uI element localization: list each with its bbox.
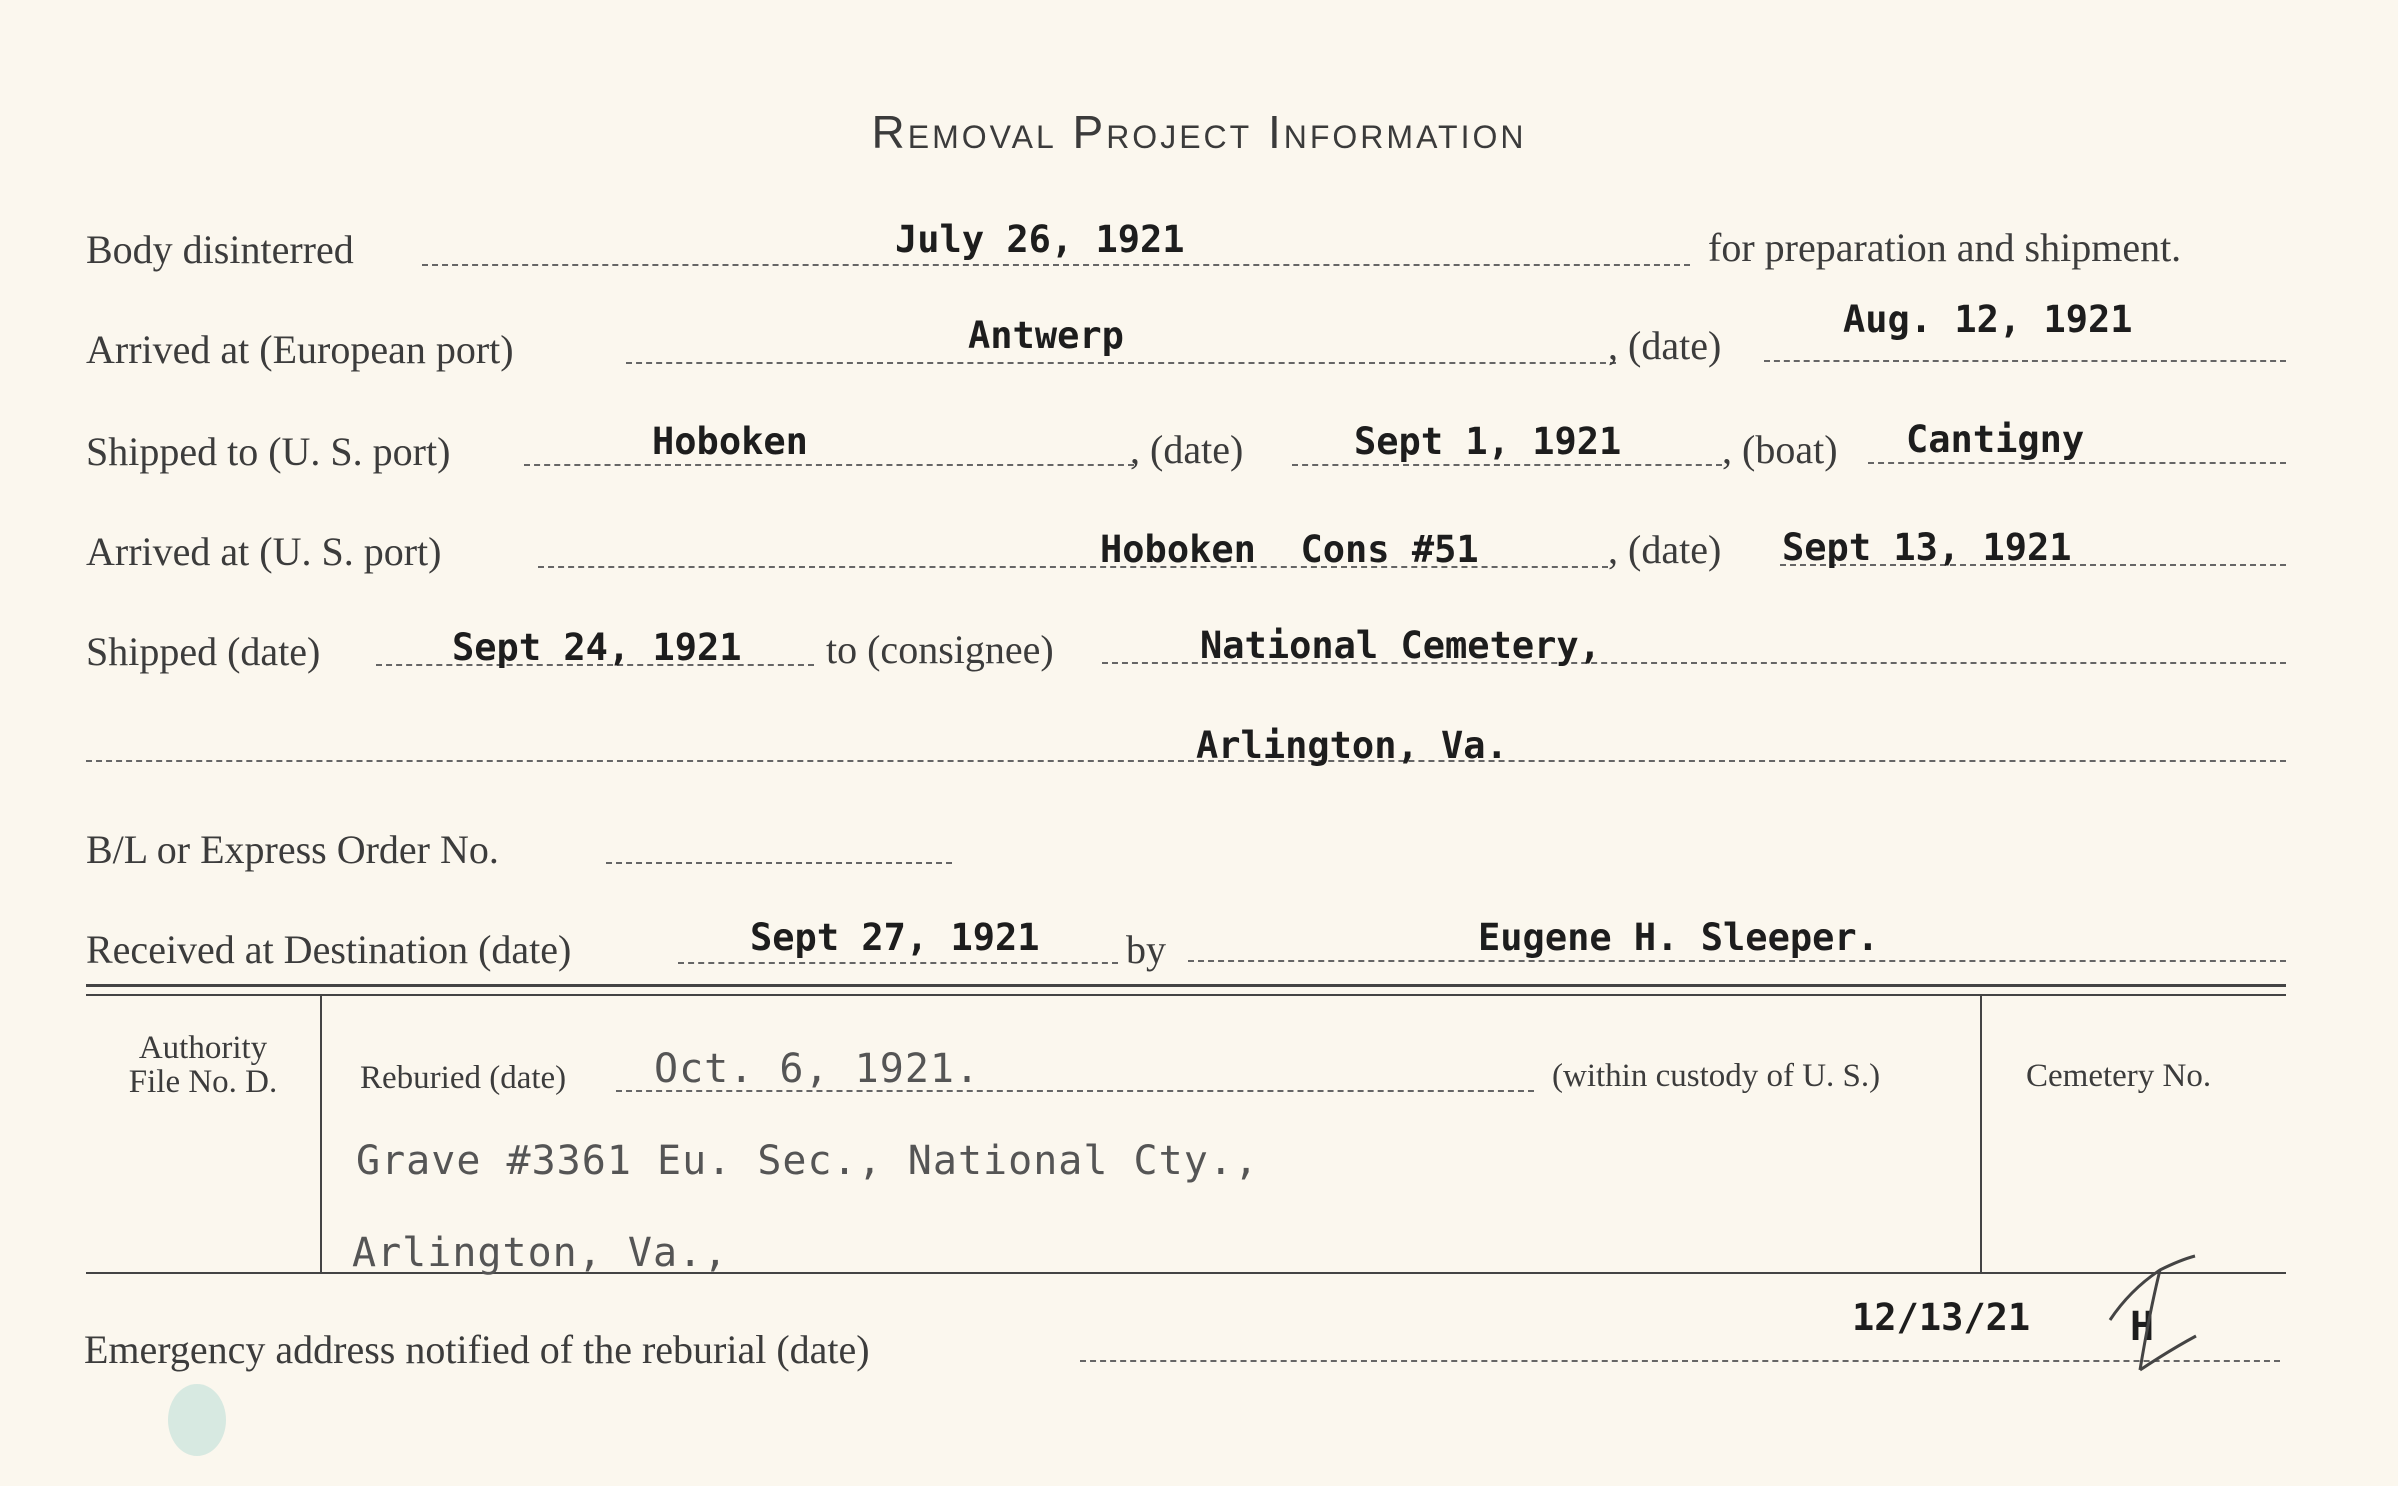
shipped-us-value: Hoboken — [652, 420, 808, 463]
european-port-date: Aug. 12, 1921 — [1843, 298, 2133, 341]
section-rule-top — [86, 984, 2286, 987]
shipped-us-label: Shipped to (U. S. port) — [86, 429, 451, 474]
disinterred-line — [422, 264, 1690, 266]
european-port-date-line — [1764, 360, 2286, 362]
shipped-us-boat-label: , (boat) — [1722, 427, 1838, 472]
cemetery-no-label: Cemetery No. — [2026, 1058, 2212, 1094]
ink-smudge — [168, 1384, 226, 1456]
european-port-date-label: , (date) — [1608, 323, 1722, 368]
consignee-line-2 — [86, 760, 2286, 762]
left-column-divider — [320, 996, 322, 1274]
grave-line-1: Grave #3361 Eu. Sec., National Cty., — [356, 1138, 1259, 1184]
file-no-label: File No. D. — [128, 1064, 278, 1100]
received-date-line — [678, 962, 1118, 964]
custody-label: (within custody of U. S.) — [1552, 1058, 1881, 1094]
consignee-value: National Cemetery, — [1200, 624, 1601, 667]
disinterred-value: July 26, 1921 — [895, 218, 1185, 261]
right-column-divider — [1980, 996, 1982, 1272]
arrived-us-date: Sept 13, 1921 — [1782, 526, 2072, 569]
arrived-us-label: Arrived at (U. S. port) — [86, 529, 442, 574]
european-port-line — [626, 362, 1616, 364]
shipped-us-boat-line — [1868, 462, 2286, 464]
arrived-us-date-label: , (date) — [1608, 527, 1722, 572]
european-port-label: Arrived at (European port) — [86, 327, 514, 372]
reburied-label: Reburied (date) — [360, 1060, 567, 1096]
page-title: Removal Project Information — [871, 106, 1527, 158]
emergency-date: 12/13/21 — [1852, 1296, 2031, 1339]
shipped-us-boat: Cantigny — [1906, 418, 2085, 461]
section-rule-bottom — [86, 994, 2286, 996]
authority-label: Authority — [138, 1030, 268, 1066]
consignee-label: to (consignee) — [826, 627, 1054, 672]
emergency-initials: H — [2130, 1304, 2155, 1350]
emergency-label: Emergency address notified of the reburial (date) — [84, 1327, 870, 1372]
shipped-us-date: Sept 1, 1921 — [1354, 420, 1622, 463]
pencil-check-mark-icon — [2100, 1250, 2210, 1380]
bl-order-label: B/L or Express Order No. — [86, 827, 499, 872]
shipped-us-date-label: , (date) — [1130, 427, 1244, 472]
disinterred-suffix: for preparation and shipment. — [1708, 225, 2182, 270]
received-label: Received at Destination (date) — [86, 927, 572, 972]
european-port-value: Antwerp — [968, 314, 1124, 357]
shipped-us-date-line — [1292, 464, 1722, 466]
shipped-us-line — [524, 464, 1134, 466]
received-by-label: by — [1126, 927, 1166, 972]
reburied-date: Oct. 6, 1921. — [654, 1046, 981, 1092]
received-by-line — [1188, 960, 2286, 962]
received-by: Eugene H. Sleeper. — [1478, 916, 1879, 959]
received-date: Sept 27, 1921 — [750, 916, 1040, 959]
shipped-date-value: Sept 24, 1921 — [452, 626, 742, 669]
disinterred-label: Body disinterred — [86, 227, 354, 272]
grave-line-2: Arlington, Va., — [352, 1230, 729, 1276]
consignee-value-line2: Arlington, Va. — [1196, 724, 1508, 767]
bl-order-line — [606, 862, 952, 864]
arrived-us-value: Hoboken Cons #51 — [1100, 528, 1479, 571]
shipped-date-label: Shipped (date) — [86, 629, 321, 674]
